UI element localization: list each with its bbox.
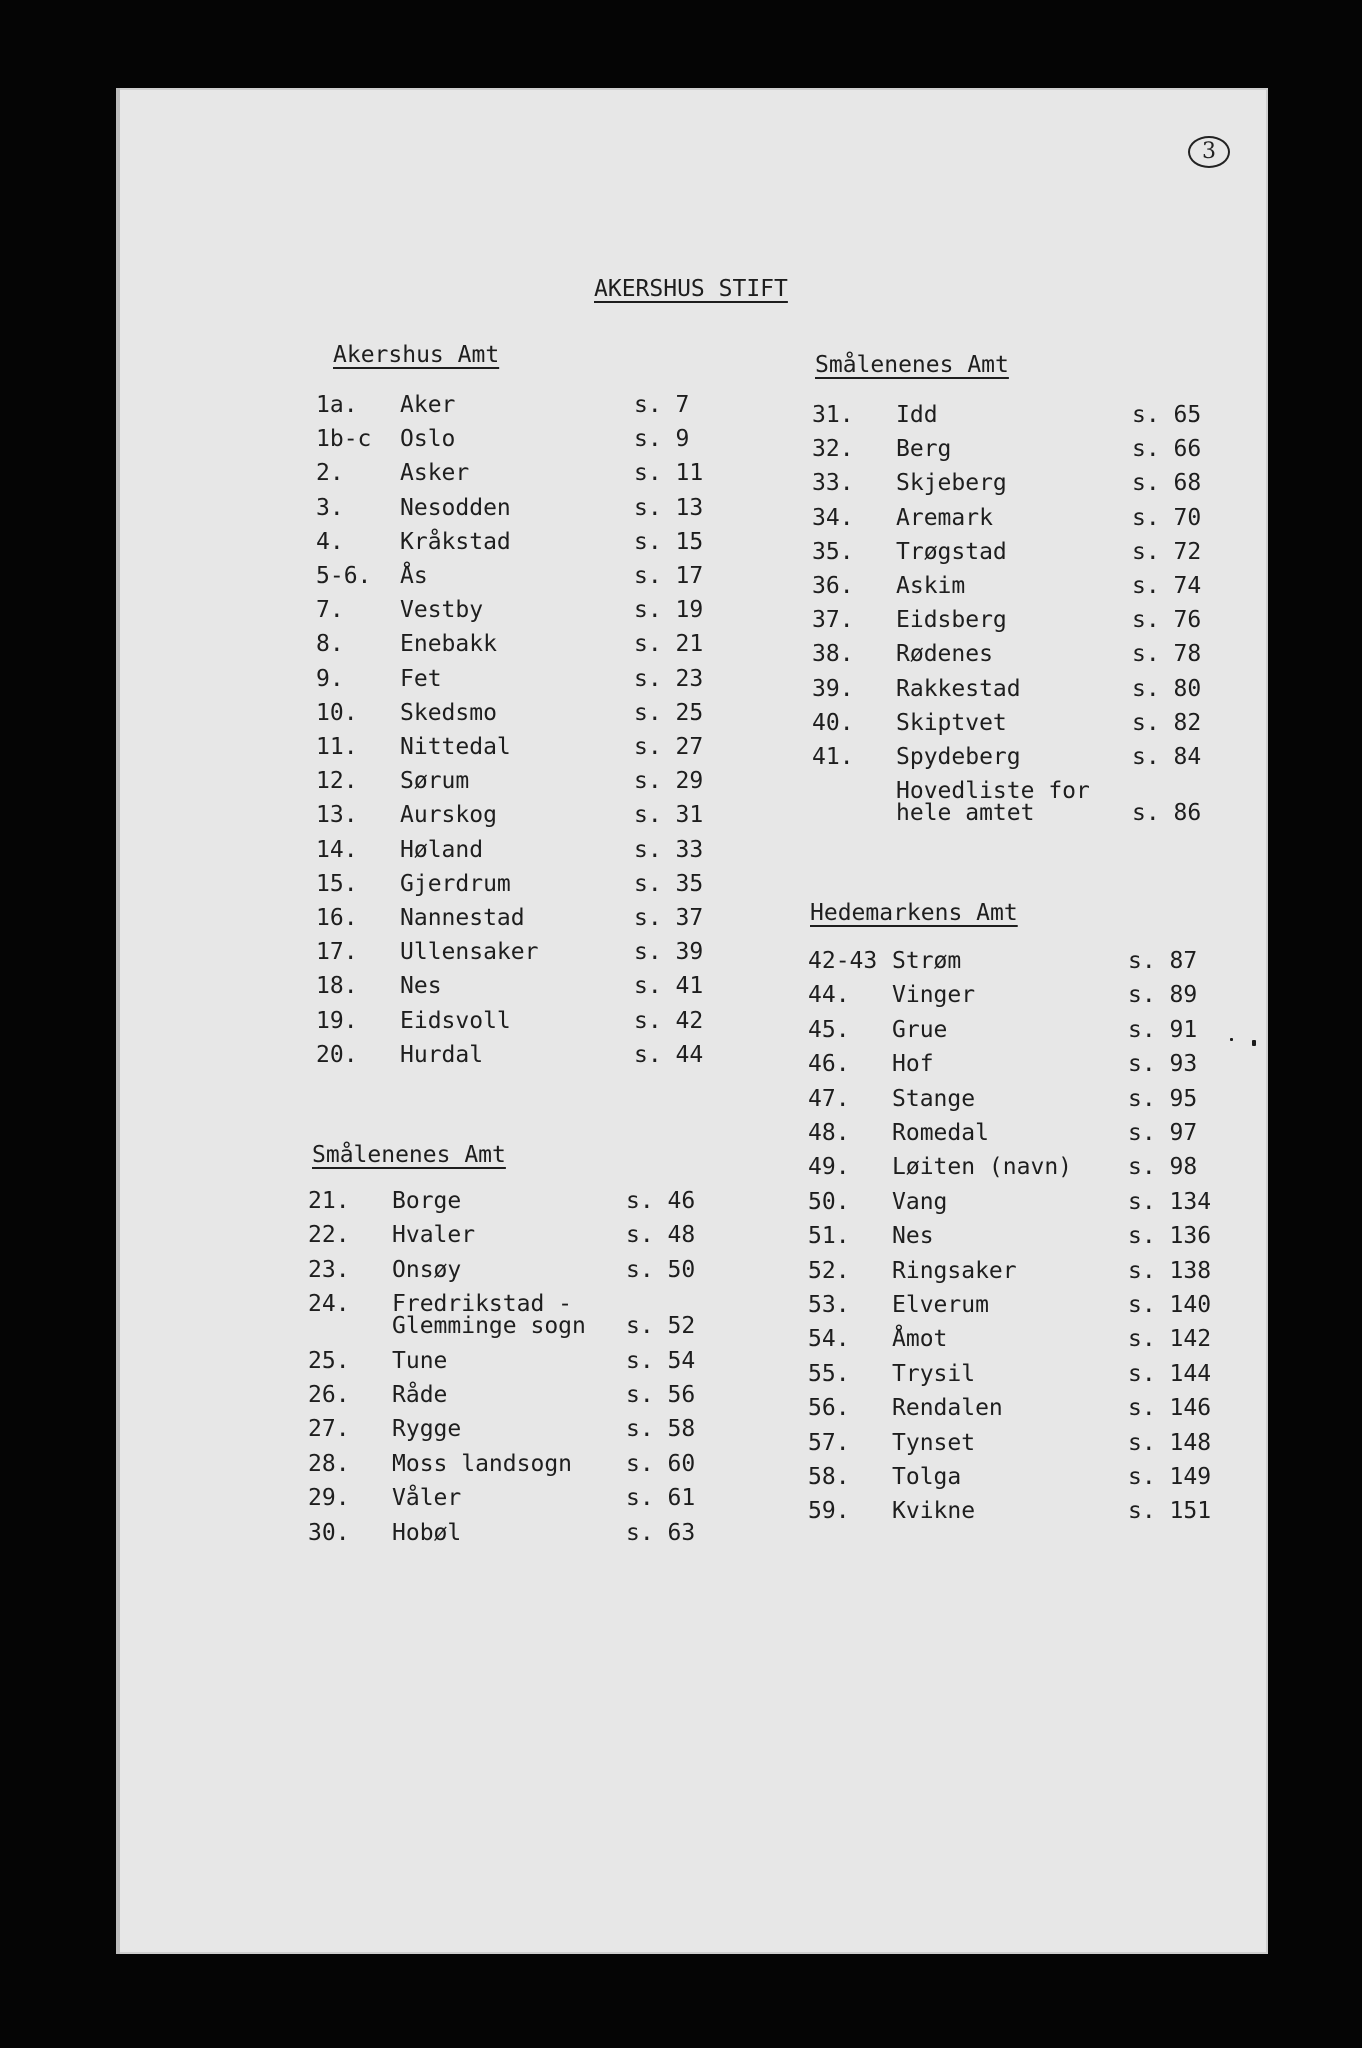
- entry-page-ref: s. 146: [1128, 1395, 1212, 1422]
- entry-name: Onsøy: [392, 1256, 462, 1283]
- entry-page-ref: s. 48: [626, 1222, 696, 1249]
- entry-page-ref: s. 23: [634, 665, 704, 692]
- list-item: [808, 1498, 1212, 1532]
- entry-page-ref: s. 56: [626, 1382, 696, 1408]
- list-item: [316, 1008, 736, 1042]
- entry-number: 53.: [808, 1292, 850, 1318]
- list-item: [316, 905, 736, 939]
- entry-name: Vinger: [892, 982, 976, 1009]
- list-item: [812, 710, 1212, 744]
- entry-name: Nannestad: [400, 905, 525, 931]
- scan-speck: [1230, 1038, 1233, 1041]
- entry-number: 29.: [308, 1485, 350, 1512]
- entry-name: Spydeberg: [896, 744, 1021, 770]
- entry-name: Sørum: [400, 768, 470, 795]
- entry-number: 8.: [316, 631, 344, 658]
- entry-number: 48.: [808, 1120, 850, 1146]
- entry-page-ref: s. 86: [1132, 800, 1202, 827]
- entry-number: 10.: [316, 699, 358, 726]
- list-item: [316, 529, 736, 563]
- entry-page-ref: s. 149: [1128, 1464, 1212, 1490]
- entry-name: Skjeberg: [896, 470, 1007, 497]
- entry-name: Hvaler: [392, 1222, 476, 1249]
- entry-page-ref: s. 65: [1132, 402, 1202, 428]
- entry-number: 15.: [316, 870, 358, 897]
- entry-name: Tynset: [892, 1429, 976, 1456]
- list-item: [308, 1348, 728, 1382]
- entry-number: 14.: [316, 836, 358, 863]
- list-item: [812, 470, 1212, 504]
- entry-page-ref: s. 151: [1128, 1498, 1212, 1525]
- entry-name: Moss landsogn: [392, 1450, 573, 1477]
- entry-name: Romedal: [892, 1120, 989, 1146]
- entry-page-ref: s. 54: [626, 1347, 696, 1374]
- entry-page-ref: s. 93: [1128, 1051, 1198, 1078]
- list-item: [316, 734, 736, 768]
- list-item: [808, 1429, 1212, 1464]
- entry-number: 13.: [316, 802, 358, 829]
- entry-name: Oslo: [400, 426, 456, 453]
- list-item: [316, 768, 736, 802]
- entry-page-ref: s. 144: [1128, 1360, 1212, 1387]
- entry-page-ref: s. 11: [634, 460, 704, 487]
- list-item: [812, 539, 1212, 573]
- entry-name: Nes: [400, 973, 442, 1000]
- list-item: [808, 1154, 1208, 1188]
- entry-name: Vang: [892, 1188, 948, 1215]
- entry-name: Strøm: [892, 948, 962, 974]
- entry-page-ref: s. 74: [1132, 573, 1202, 599]
- entry-number: 42-43: [808, 948, 878, 974]
- entry-name: Skiptvet: [896, 709, 1007, 736]
- entry-number: 35.: [812, 538, 854, 565]
- entry-number: 18.: [316, 973, 358, 1000]
- entry-number: 7.: [316, 597, 344, 624]
- entry-name: Eidsvoll: [400, 1007, 511, 1034]
- entry-number: 40.: [812, 709, 854, 736]
- entry-number: 17.: [316, 939, 358, 966]
- entry-number: 5-6.: [316, 563, 372, 589]
- entry-number: 50.: [808, 1188, 850, 1215]
- list-item: [316, 939, 736, 973]
- entry-number: 19.: [316, 1007, 358, 1034]
- entry-name: Løiten (navn): [892, 1154, 1073, 1181]
- entry-page-ref: s. 27: [634, 734, 704, 760]
- list-item: [812, 607, 1212, 641]
- entry-name: Hof: [892, 1051, 934, 1078]
- entry-page-ref: s. 87: [1128, 948, 1198, 974]
- entry-name: Aremark: [896, 504, 993, 531]
- main-title: AKERSHUS STIFT: [594, 276, 788, 302]
- entry-number: 47.: [808, 1085, 850, 1112]
- entry-number: 9.: [316, 665, 344, 692]
- entry-name: Kvikne: [892, 1498, 976, 1525]
- entry-name: Nesodden: [400, 494, 511, 521]
- entry-page-ref: s. 98: [1128, 1154, 1198, 1181]
- entry-number: 1a.: [316, 392, 358, 418]
- list-item: [316, 597, 736, 631]
- entry-name: Hovedliste for: [896, 778, 1090, 805]
- list-item: [308, 1520, 728, 1554]
- entry-number: 25.: [308, 1347, 350, 1374]
- list-item: [316, 871, 736, 905]
- entry-name: Vestby: [400, 597, 484, 624]
- list-item: [316, 802, 736, 836]
- entry-name: Grue: [892, 1016, 948, 1043]
- entry-page-ref: s. 140: [1128, 1292, 1212, 1318]
- entry-page-ref: s. 66: [1132, 436, 1202, 463]
- list-item: [808, 1017, 1208, 1051]
- entry-page-ref: s. 58: [626, 1416, 696, 1443]
- entry-number: 44.: [808, 982, 850, 1009]
- entry-page-ref: s. 42: [634, 1007, 704, 1034]
- list-item: [316, 495, 736, 529]
- entry-page-ref: s. 44: [634, 1041, 704, 1068]
- entry-page-ref: s. 15: [634, 528, 704, 555]
- entry-number: 34.: [812, 504, 854, 531]
- entry-name: Kråkstad: [400, 528, 511, 555]
- entry-name: Stange: [892, 1085, 976, 1112]
- entry-page-ref: s. 89: [1128, 982, 1198, 1009]
- entry-page-ref: s. 78: [1132, 641, 1202, 668]
- entry-page-ref: s. 70: [1132, 504, 1202, 531]
- entry-number: 49.: [808, 1154, 850, 1181]
- entry-number: 21.: [308, 1188, 350, 1214]
- list-item: [308, 1485, 728, 1519]
- entry-number: 31.: [812, 402, 854, 428]
- entry-page-ref: s. 72: [1132, 538, 1202, 565]
- entry-name: Ringsaker: [892, 1257, 1017, 1284]
- entry-page-ref: s. 9: [634, 426, 690, 453]
- entry-page-ref: s. 17: [634, 563, 704, 589]
- list-item: [808, 1292, 1212, 1326]
- entry-name: Ås: [400, 563, 428, 589]
- list-item: [316, 1042, 736, 1076]
- list-item: [812, 436, 1212, 470]
- list-item: [316, 563, 736, 597]
- list-item: [808, 1360, 1212, 1395]
- entry-number: 52.: [808, 1257, 850, 1284]
- entry-name: Ullensaker: [400, 939, 539, 966]
- entry-number: 27.: [308, 1416, 350, 1443]
- entry-number: 38.: [812, 641, 854, 668]
- entry-page-ref: s. 19: [634, 597, 704, 624]
- entry-name: Skedsmo: [400, 699, 497, 726]
- scan-speck: [1252, 1040, 1256, 1046]
- list-item: [316, 631, 736, 665]
- list-item: [812, 778, 1212, 827]
- entry-name: Enebakk: [400, 631, 497, 658]
- list-item: [808, 1223, 1212, 1257]
- list-item: [812, 676, 1212, 710]
- entry-page-ref: s. 95: [1128, 1085, 1198, 1112]
- list-item: [812, 573, 1212, 607]
- entry-page-ref: s. 50: [626, 1256, 696, 1283]
- entry-page-ref: s. 25: [634, 699, 704, 726]
- entry-name: Gjerdrum: [400, 870, 511, 897]
- entry-number: 11.: [316, 734, 358, 760]
- entry-number: 54.: [808, 1326, 850, 1353]
- entry-name: Rendalen: [892, 1395, 1003, 1422]
- list-item: [812, 641, 1212, 675]
- entry-page-ref: s. 91: [1128, 1016, 1198, 1043]
- list-item: [808, 1464, 1212, 1498]
- list-item: [812, 505, 1212, 539]
- entry-number: 20.: [316, 1041, 358, 1068]
- entry-page-ref: s. 138: [1128, 1257, 1212, 1284]
- entry-name: Trysil: [892, 1360, 976, 1387]
- entry-name-continued: hele amtet: [896, 800, 1035, 827]
- entry-number: 59.: [808, 1498, 850, 1525]
- entry-name: Asker: [400, 460, 470, 487]
- list-item: [316, 837, 736, 871]
- entry-page-ref: s. 31: [634, 802, 704, 829]
- entry-name: Hobøl: [392, 1519, 462, 1546]
- section-title-smalenenes-left: Smålenenes Amt: [312, 1142, 506, 1168]
- entry-name: Askim: [896, 573, 966, 599]
- entry-number: 58.: [808, 1464, 850, 1490]
- entry-name: Nes: [892, 1223, 934, 1250]
- entry-name: Tune: [392, 1347, 448, 1374]
- entry-number: 39.: [812, 675, 854, 702]
- entry-number: 32.: [812, 436, 854, 463]
- entry-name: Trøgstad: [896, 538, 1007, 565]
- entry-name: Tolga: [892, 1464, 962, 1490]
- entry-number: 24.: [308, 1291, 350, 1318]
- entry-name: Rakkestad: [896, 675, 1021, 702]
- entry-name: Rygge: [392, 1416, 462, 1443]
- entry-page-ref: s. 80: [1132, 675, 1202, 702]
- entry-page-ref: s. 41: [634, 973, 704, 1000]
- entry-name: Åmot: [892, 1326, 948, 1353]
- list-item: [808, 982, 1208, 1016]
- entry-name: Aker: [400, 392, 456, 418]
- list-item: [808, 948, 1208, 982]
- entry-name: Eidsberg: [896, 607, 1007, 634]
- entry-page-ref: s. 39: [634, 939, 704, 966]
- entry-name: Fredrikstad -: [392, 1291, 573, 1318]
- entry-name: Fet: [400, 665, 442, 692]
- entry-number: 3.: [316, 494, 344, 521]
- entry-number: 46.: [808, 1051, 850, 1078]
- entry-page-ref: s. 76: [1132, 607, 1202, 634]
- entry-page-ref: s. 148: [1128, 1429, 1212, 1456]
- entry-page-ref: s. 13: [634, 494, 704, 521]
- list-item: [308, 1416, 728, 1450]
- entry-name: Borge: [392, 1188, 462, 1214]
- list-item: [808, 1120, 1208, 1154]
- list-item: [808, 1188, 1212, 1223]
- entry-name-continued: Glemminge sogn: [392, 1313, 586, 1340]
- entry-number: 16.: [316, 905, 358, 931]
- entry-page-ref: s. 52: [626, 1313, 696, 1340]
- page-edge: [116, 88, 120, 1954]
- entry-page-ref: s. 21: [634, 631, 704, 658]
- entry-number: 56.: [808, 1395, 850, 1422]
- section-title-smalenenes-right: Smålenenes Amt: [815, 352, 1009, 378]
- list-item: [316, 392, 736, 426]
- entry-page-ref: s. 29: [634, 768, 704, 795]
- entry-page-ref: s. 97: [1128, 1120, 1198, 1146]
- entry-number: 45.: [808, 1016, 850, 1043]
- list-item: [812, 744, 1212, 778]
- entry-number: 22.: [308, 1222, 350, 1249]
- entry-number: 57.: [808, 1429, 850, 1456]
- entry-page-ref: s. 37: [634, 905, 704, 931]
- entry-number: 28.: [308, 1450, 350, 1477]
- section-title-hedemarkens: Hedemarkens Amt: [810, 900, 1018, 926]
- entry-name: Berg: [896, 436, 952, 463]
- entry-page-ref: s. 35: [634, 870, 704, 897]
- entry-number: 12.: [316, 768, 358, 795]
- entry-number: 2.: [316, 460, 344, 487]
- entry-number: 26.: [308, 1382, 350, 1408]
- list-item: [808, 1257, 1212, 1292]
- entry-number: 1b-c: [316, 426, 372, 453]
- list-item: [812, 402, 1212, 436]
- entry-number: 36.: [812, 573, 854, 599]
- entry-number: 41.: [812, 744, 854, 770]
- list-item: [308, 1222, 728, 1256]
- section-title-akershus: Akershus Amt: [333, 342, 500, 368]
- entry-number: 23.: [308, 1256, 350, 1283]
- entry-name: Nittedal: [400, 734, 511, 760]
- list-item: [316, 426, 736, 460]
- entry-page-ref: s. 60: [626, 1450, 696, 1477]
- entry-number: 4.: [316, 528, 344, 555]
- entry-name: Rødenes: [896, 641, 993, 668]
- entry-page-ref: s. 61: [626, 1485, 696, 1512]
- entry-name: Idd: [896, 402, 938, 428]
- entry-page-ref: s. 46: [626, 1188, 696, 1214]
- entry-page-ref: s. 68: [1132, 470, 1202, 497]
- entry-number: 37.: [812, 607, 854, 634]
- entry-name: Aurskog: [400, 802, 497, 829]
- entry-page-ref: s. 33: [634, 836, 704, 863]
- list-item: [808, 1395, 1212, 1429]
- entry-page-ref: s. 82: [1132, 709, 1202, 736]
- list-item: [308, 1188, 728, 1222]
- entry-page-ref: s. 136: [1128, 1223, 1212, 1250]
- entry-page-ref: s. 7: [634, 392, 690, 418]
- list-item: [808, 1086, 1208, 1120]
- entry-name: Hurdal: [400, 1041, 484, 1068]
- entry-name: Våler: [392, 1485, 462, 1512]
- list-item: [308, 1382, 728, 1416]
- list-item: [808, 1051, 1208, 1085]
- entry-number: 33.: [812, 470, 854, 497]
- entry-page-ref: s. 84: [1132, 744, 1202, 770]
- entry-page-ref: s. 63: [626, 1519, 696, 1546]
- entry-name: Høland: [400, 836, 484, 863]
- list-item: [316, 666, 736, 700]
- list-item: [316, 700, 736, 734]
- list-item: [316, 973, 736, 1007]
- entry-page-ref: s. 142: [1128, 1326, 1212, 1353]
- list-item: [308, 1257, 728, 1291]
- entry-name: Råde: [392, 1382, 448, 1408]
- list-item: [808, 1326, 1212, 1360]
- page-number-circle: 3: [1188, 136, 1230, 168]
- entry-page-ref: s. 134: [1128, 1188, 1212, 1215]
- entry-number: 30.: [308, 1519, 350, 1546]
- entry-name: Elverum: [892, 1292, 989, 1318]
- list-item: [308, 1451, 728, 1485]
- list-item: [308, 1291, 728, 1340]
- entry-number: 55.: [808, 1360, 850, 1387]
- entry-number: 51.: [808, 1223, 850, 1250]
- list-item: [316, 460, 736, 494]
